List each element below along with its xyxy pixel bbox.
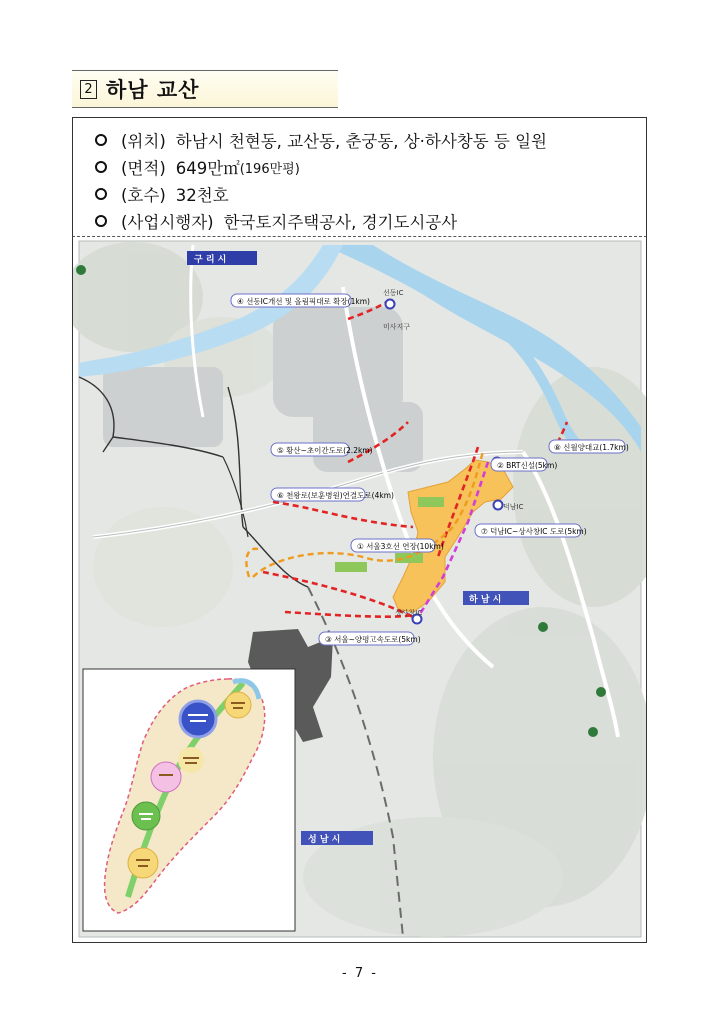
bullet-circle-icon (95, 161, 107, 173)
city-label-seongnam: 성 남 시 (308, 835, 341, 845)
place-label-deoknam-ic: 덕남IC (503, 503, 524, 511)
inset-concept-map (83, 669, 295, 931)
route-label-cheonwang-ro: ⑥ 천왕로(보훈병원)연결도로(4km) (277, 491, 394, 500)
bullet-circle-icon (95, 215, 107, 227)
route-label-new-bridge: ⑧ 신월양대교(1.7km) (554, 443, 629, 452)
route-label-seoul-yangpyeong-expressway: ③ 서울~양평고속도로(5km) (325, 635, 421, 644)
info-value: 한국토지주택공사, 경기도시공사 (223, 213, 458, 232)
info-label: (사업시행자) (121, 213, 214, 232)
route-label-line3-extension: ① 서울3호선 연장(10km) (357, 542, 444, 551)
place-label-seondong-ic: 선동IC (383, 289, 404, 297)
info-item-developer (95, 209, 457, 233)
bullet-circle-icon (95, 188, 107, 200)
info-value: 32천호 (175, 186, 229, 205)
info-label: (위치) (121, 132, 166, 151)
route-label-hwangsan-choi: ⑤ 황산~초이간도로(2.2km) (277, 446, 373, 455)
route-label-brt: ② BRT신설(5km) (497, 461, 558, 470)
section-title: 하남 교산 (106, 78, 200, 102)
info-note: (196만평) (239, 161, 300, 177)
bullet-circle-icon (95, 134, 107, 146)
info-item-households (95, 182, 229, 206)
city-label-guri: 구 리 시 (194, 255, 227, 265)
info-label: (면적) (121, 159, 166, 178)
place-label-sangsa-ic: 상사창IC (395, 609, 423, 617)
place-label-misa: 미사지구 (383, 323, 411, 331)
section-number-box: 2 (80, 80, 97, 99)
info-value: 하남시 천현동, 교산동, 춘궁동, 상·하사창동 등 일원 (175, 132, 547, 151)
section-title-bar (72, 70, 338, 108)
info-label: (호수) (121, 186, 166, 205)
route-label-deoknam-sangsa-road: ⑦ 덕남IC~상사창IC 도로(5km) (481, 527, 587, 536)
route-label-seondong-ic: ④ 선동IC개선 및 올림픽대로 확장(1km) (237, 297, 370, 306)
map-frame (72, 237, 647, 943)
development-map (73, 237, 647, 943)
info-item-area (95, 155, 300, 179)
page-number: - 7 - (342, 966, 378, 981)
info-value: 649만㎡ (175, 159, 240, 178)
city-label-hanam: 하 남 시 (469, 595, 502, 605)
project-info-box (72, 117, 647, 237)
info-item-location (95, 128, 547, 152)
